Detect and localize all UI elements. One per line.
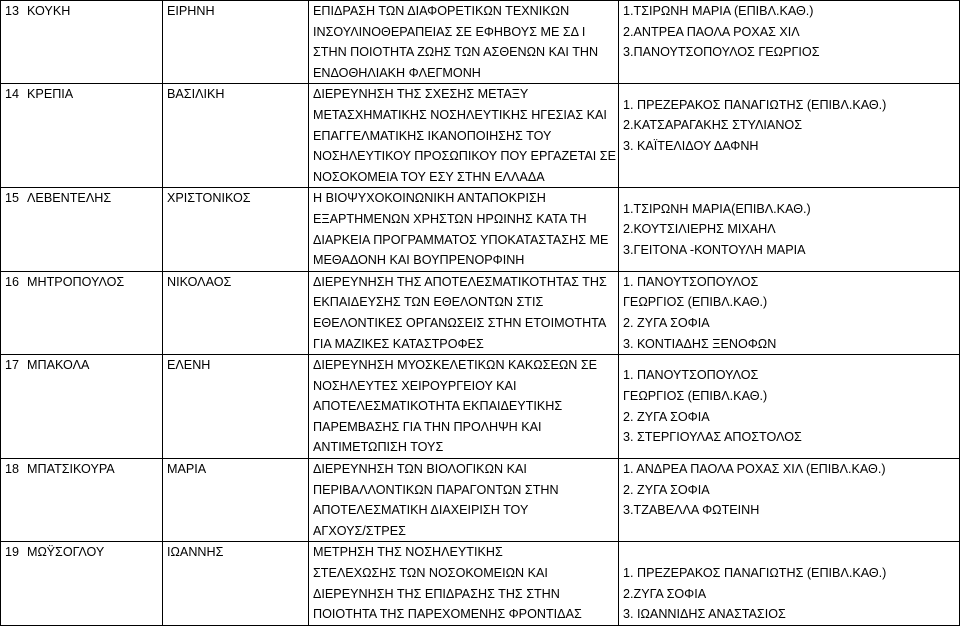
supervisor-line: 1.ΤΣΙΡΩΝΗ ΜΑΡΙΑ(ΕΠΙΒΛ.ΚΑΘ.) — [623, 201, 811, 216]
supervisor-line: 1. ΠΑΝΟΥΤΣΟΠΟΥΛΟΣ — [623, 368, 759, 383]
student-firstname: ΙΩΑΝΝΗΣ — [167, 545, 224, 560]
thesis-title-line: ΠΑΡΕΜΒΑΣΗΣ ΓΙΑ ΤΗΝ ΠΡΟΛΗΨΗ ΚΑΙ — [313, 419, 542, 434]
supervisors-cell — [619, 84, 960, 188]
thesis-title-line: ΑΝΤΙΜΕΤΩΠΙΣΗ ΤΟΥΣ — [313, 440, 444, 455]
student-firstname: ΜΑΡΙΑ — [167, 462, 207, 477]
supervisor-line: 3. ΚΑΪΤΕΛΙΔΟΥ ΔΑΦΝΗ — [623, 138, 759, 153]
supervisor-line: 2.ΚΑΤΣΑΡΑΓΑΚΗΣ ΣΤΥΛΙΑΝΟΣ — [623, 118, 802, 133]
thesis-title-cell — [309, 84, 619, 188]
supervisor-line: 3. ΙΩΑΝΝΙΔΗΣ ΑΝΑΣΤΑΣΙΟΣ — [623, 607, 786, 622]
supervisor-line: 3.ΠΑΝΟΥΤΣΟΠΟΥΛΟΣ ΓΕΩΡΓΙΟΣ — [623, 45, 820, 60]
student-number-surname-cell — [1, 188, 163, 271]
supervisor-line: 2.ΑΝΤΡΕΑ ΠΑΟΛΑ ΡΟΧΑΣ ΧΙΛ — [623, 24, 800, 39]
thesis-title-cell — [309, 188, 619, 271]
table-row — [1, 1, 960, 84]
student-firstname-cell — [163, 459, 309, 542]
thesis-title-line: ΔΙΕΡΕΥΝΗΣΗ ΤΩΝ ΒΙΟΛΟΓΙΚΩΝ ΚΑΙ — [313, 462, 527, 477]
student-firstname-cell — [163, 188, 309, 271]
thesis-title-line: ΝΟΣΗΛΕΥΤΙΚΟΥ ΠΡΟΣΩΠΙΚΟΥ ΠΟΥ ΕΡΓΑΖΕΤΑΙ ΣΕ — [313, 149, 616, 164]
row-number: 17 — [5, 358, 20, 373]
student-firstname-cell — [163, 271, 309, 354]
student-firstname: ΕΙΡΗΝΗ — [167, 4, 215, 18]
thesis-title-cell — [309, 459, 619, 542]
table-row — [1, 84, 960, 188]
thesis-title-line: ΑΓΧΟΥΣ/ΣΤΡΕΣ — [313, 523, 406, 538]
thesis-title-line: ΕΘΕΛΟΝΤΙΚΕΣ ΟΡΓΑΝΩΣΕΙΣ ΣΤΗΝ ΕΤΟΙΜΟΤΗΤΑ — [313, 315, 607, 330]
student-firstname: ΝΙΚΟΛΑΟΣ — [167, 274, 232, 289]
table-row — [1, 188, 960, 271]
supervisor-line: 1. ΠΡΕΖΕΡΑΚΟΣ ΠΑΝΑΓΙΩΤΗΣ (ΕΠΙΒΛ.ΚΑΘ.) — [623, 97, 887, 112]
supervisors-cell — [619, 1, 960, 84]
supervisor-line: 3. ΚΟΝΤΙΑΔΗΣ ΞΕΝΟΦΩΝ — [623, 336, 777, 351]
student-number-surname-cell — [1, 459, 163, 542]
student-surname: ΜΗΤΡΟΠΟΥΛΟΣ — [27, 274, 125, 289]
thesis-title-line: ΜΕΤΡΗΣΗ ΤΗΣ ΝΟΣΗΛΕΥΤΙΚΗΣ — [313, 545, 503, 560]
student-surname: ΜΠΑΤΣΙΚΟΥΡΑ — [27, 462, 115, 477]
thesis-title-line: ΔΙΕΡΕΥΝΗΣΗ ΤΗΣ ΑΠΟΤΕΛΕΣΜΑΤΙΚΟΤΗΤΑΣ ΤΗΣ — [313, 274, 607, 289]
thesis-title-line: ΠΟΙΟΤΗΤΑ ΤΗΣ ΠΑΡΕΧΟΜΕΝΗΣ ΦΡΟΝΤΙΔΑΣ — [313, 607, 582, 622]
thesis-title-line: ΜΕΘΑΔΟΝΗ ΚΑΙ ΒΟΥΠΡΕΝΟΡΦΙΝΗ — [313, 253, 525, 268]
student-surname: ΚΡΕΠΙΑ — [27, 87, 74, 102]
row-number: 16 — [5, 274, 20, 289]
student-surname: ΛΕΒΕΝΤΕΛΗΣ — [27, 191, 112, 206]
thesis-title-line: ΔΙΕΡΕΥΝΗΣΗ ΤΗΣ ΣΧΕΣΗΣ ΜΕΤΑΞΥ — [313, 87, 529, 102]
supervisors-cell — [619, 542, 960, 625]
supervisor-line: 1. ΠΡΕΖΕΡΑΚΟΣ ΠΑΝΑΓΙΩΤΗΣ (ΕΠΙΒΛ.ΚΑΘ.) — [623, 566, 887, 581]
student-firstname: ΧΡΙΣΤΟΝΙΚΟΣ — [167, 191, 251, 206]
supervisor-line: 3. ΣΤΕΡΓΙΟΥΛΑΣ ΑΠΟΣΤΟΛΟΣ — [623, 430, 802, 445]
student-surname: ΜΠΑΚΟΛΑ — [27, 358, 90, 373]
thesis-title-line: ΑΠΟΤΕΛΕΣΜΑΤΙΚΟΤΗΤΑ ΕΚΠΑΙΔΕΥΤΙΚΗΣ — [313, 399, 563, 414]
thesis-title-line: ΝΟΣΗΛΕΥΤΕΣ ΧΕΙΡΟΥΡΓΕΙΟΥ ΚΑΙ — [313, 378, 517, 393]
student-number-surname-cell — [1, 271, 163, 354]
thesis-title-cell — [309, 542, 619, 625]
table-row — [1, 459, 960, 542]
thesis-title-line: ΔΙΕΡΕΥΝΗΣΗ ΜΥΟΣΚΕΛΕΤΙΚΩΝ ΚΑΚΩΣΕΩΝ ΣΕ — [313, 358, 598, 373]
thesis-title-line: ΓΙΑ ΜΑΖΙΚΕΣ ΚΑΤΑΣΤΡΟΦΕΣ — [313, 336, 484, 351]
supervisor-line: ΓΕΩΡΓΙΟΣ (ΕΠΙΒΛ.ΚΑΘ.) — [623, 388, 768, 403]
table-row — [1, 355, 960, 459]
student-surname: ΜΩΫΣΟΓΛΟΥ — [27, 545, 105, 560]
thesis-title-line: ΠΕΡΙΒΑΛΛΟΝΤΙΚΩΝ ΠΑΡΑΓΟΝΤΩΝ ΣΤΗΝ — [313, 482, 559, 497]
thesis-table-body — [1, 1, 960, 626]
supervisors-cell — [619, 188, 960, 271]
student-surname: ΚΟΥΚΗ — [27, 4, 71, 18]
thesis-title-line: ΣΤΗΝ ΠΟΙΟΤΗΤΑ ΖΩΗΣ ΤΩΝ ΑΣΘΕΝΩΝ ΚΑΙ ΤΗΝ — [313, 45, 599, 60]
row-number: 18 — [5, 462, 20, 477]
thesis-title-line: ΑΠΟΤΕΛΕΣΜΑΤΙΚΗ ΔΙΑΧΕΙΡΙΣΗ ΤΟΥ — [313, 503, 529, 518]
row-number: 19 — [5, 545, 20, 560]
supervisors-cell — [619, 459, 960, 542]
row-number: 15 — [5, 191, 20, 206]
row-number: 13 — [5, 4, 20, 18]
student-firstname-cell — [163, 542, 309, 625]
thesis-title-line: ΝΟΣΟΚΟΜΕΙΑ ΤΟΥ ΕΣΥ ΣΤΗΝ ΕΛΛΑΔΑ — [313, 169, 545, 184]
student-firstname: ΕΛΕΝΗ — [167, 358, 211, 373]
thesis-title-line: ΔΙΑΡΚΕΙΑ ΠΡΟΓΡΑΜΜΑΤΟΣ ΥΠΟΚΑΤΑΣΤΑΣΗΣ ΜΕ — [313, 232, 609, 247]
thesis-title-line: ΕΚΠΑΙΔΕΥΣΗΣ ΤΩΝ ΕΘΕΛΟΝΤΩΝ ΣΤΙΣ — [313, 295, 544, 310]
supervisor-line: 1.ΤΣΙΡΩΝΗ ΜΑΡΙΑ (ΕΠΙΒΛ.ΚΑΘ.) — [623, 4, 814, 18]
thesis-title-cell — [309, 355, 619, 459]
student-number-surname-cell — [1, 542, 163, 625]
supervisor-line: 3.ΓΕΙΤΟΝΑ -ΚΟΝΤΟΥΛΗ ΜΑΡΙΑ — [623, 242, 806, 257]
student-firstname-cell — [163, 84, 309, 188]
student-number-surname-cell — [1, 1, 163, 84]
thesis-title-line: Η ΒΙΟΨΥΧΟΚΟΙΝΩΝΙΚΗ ΑΝΤΑΠΟΚΡΙΣΗ — [313, 191, 546, 206]
thesis-title-cell — [309, 271, 619, 354]
thesis-title-line: ΕΝΔΟΘΗΛΙΑΚΗ ΦΛΕΓΜΟΝΗ — [313, 65, 481, 80]
supervisor-line: 2. ΖΥΓΑ ΣΟΦΙΑ — [623, 315, 710, 330]
student-firstname: ΒΑΣΙΛΙΚΗ — [167, 87, 225, 102]
thesis-title-line: ΕΠΙΔΡΑΣΗ ΤΩΝ ΔΙΑΦΟΡΕΤΙΚΩΝ ΤΕΧΝΙΚΩΝ — [313, 4, 570, 18]
thesis-title-line: ΙΝΣΟΥΛΙΝΟΘΕΡΑΠΕΙΑΣ ΣΕ ΕΦΗΒΟΥΣ ΜΕ ΣΔ Ι — [313, 24, 586, 39]
student-firstname-cell — [163, 355, 309, 459]
thesis-title-line: ΣΤΕΛΕΧΩΣΗΣ ΤΩΝ ΝΟΣΟΚΟΜΕΙΩΝ ΚΑΙ — [313, 566, 548, 581]
student-firstname-cell — [163, 1, 309, 84]
supervisor-line: 1. ΠΑΝΟΥΤΣΟΠΟΥΛΟΣ — [623, 274, 759, 289]
student-number-surname-cell — [1, 84, 163, 188]
supervisor-line: 2. ΖΥΓΑ ΣΟΦΙΑ — [623, 409, 710, 424]
supervisor-line: ΓΕΩΡΓΙΟΣ (ΕΠΙΒΛ.ΚΑΘ.) — [623, 295, 768, 310]
supervisors-cell — [619, 271, 960, 354]
table-row — [1, 542, 960, 625]
row-number: 14 — [5, 87, 20, 102]
thesis-title-line: ΕΞΑΡΤΗΜΕΝΩΝ ΧΡΗΣΤΩΝ ΗΡΩΙΝΗΣ ΚΑΤΑ ΤΗ — [313, 211, 587, 226]
supervisor-line: 3.ΤΖΑΒΕΛΛΑ ΦΩΤΕΙΝΗ — [623, 503, 760, 518]
supervisors-cell — [619, 355, 960, 459]
supervisor-line: 2.ΚΟΥΤΣΙΛΙΕΡΗΣ ΜΙΧΑΗΛ — [623, 222, 776, 237]
thesis-title-cell — [309, 1, 619, 84]
table-row — [1, 271, 960, 354]
student-number-surname-cell — [1, 355, 163, 459]
supervisor-line: 2. ΖΥΓΑ ΣΟΦΙΑ — [623, 482, 710, 497]
supervisor-line: 2.ΖΥΓΑ ΣΟΦΙΑ — [623, 586, 707, 601]
supervisor-line: 1. ΑΝΔΡΕΑ ΠΑΟΛΑ ΡΟΧΑΣ ΧΙΛ (ΕΠΙΒΛ.ΚΑΘ.) — [623, 462, 886, 477]
thesis-title-line: ΔΙΕΡΕΥΝΗΣΗ ΤΗΣ ΕΠΙΔΡΑΣΗΣ ΤΗΣ ΣΤΗΝ — [313, 586, 560, 601]
thesis-title-line: ΜΕΤΑΣΧΗΜΑΤΙΚΗΣ ΝΟΣΗΛΕΥΤΙΚΗΣ ΗΓΕΣΙΑΣ ΚΑΙ — [313, 107, 607, 122]
thesis-title-line: ΕΠΑΓΓΕΛΜΑΤΙΚΗΣ ΙΚΑΝΟΠΟΙΗΣΗΣ ΤΟΥ — [313, 128, 552, 143]
